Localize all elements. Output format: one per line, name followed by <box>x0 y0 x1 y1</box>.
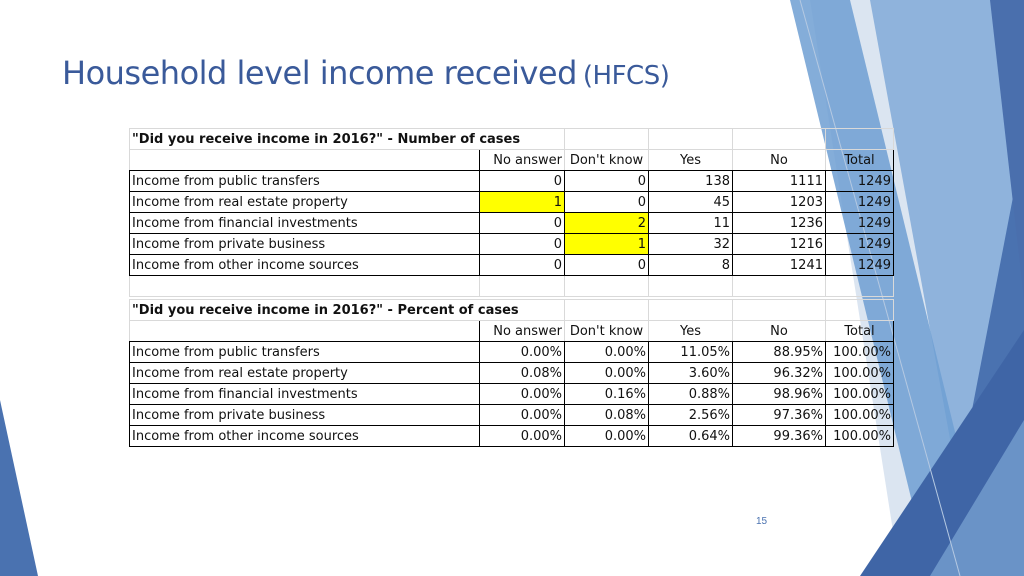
table-cell: 0.16% <box>565 384 649 405</box>
table-cell: 0 <box>480 255 565 276</box>
table-row <box>130 384 894 405</box>
row-label: Income from other income sources <box>130 426 480 447</box>
table-cell: 100.00% <box>826 384 894 405</box>
column-header: Don't know <box>565 321 649 342</box>
table-cell: 1249 <box>826 255 894 276</box>
highlighted-cell: 1 <box>565 234 649 255</box>
spacer-row <box>130 276 894 297</box>
column-header: No <box>733 321 826 342</box>
row-label: Income from financial investments <box>130 213 480 234</box>
table-cell: 45 <box>649 192 733 213</box>
page-number: 15 <box>756 516 768 527</box>
table-cell: 0.00% <box>565 426 649 447</box>
highlighted-cell: 2 <box>565 213 649 234</box>
title-text: Household level income received <box>62 54 577 92</box>
table-row <box>130 192 894 213</box>
table-cell: 100.00% <box>826 342 894 363</box>
table-cell: 0.00% <box>480 426 565 447</box>
table-row <box>130 426 894 447</box>
table-cell: 98.96% <box>733 384 826 405</box>
table-row <box>130 213 894 234</box>
table-cell: 0.64% <box>649 426 733 447</box>
highlighted-cell: 1 <box>480 192 565 213</box>
table-cell: 0.88% <box>649 384 733 405</box>
slide-title <box>62 54 669 92</box>
table-cell: 0.00% <box>565 342 649 363</box>
table-cell: 2.56% <box>649 405 733 426</box>
table-cell: 1241 <box>733 255 826 276</box>
row-label: Income from other income sources <box>130 255 480 276</box>
row-label: Income from financial investments <box>130 384 480 405</box>
column-header: Don't know <box>565 150 649 171</box>
row-label: Income from public transfers <box>130 171 480 192</box>
background-shape <box>0 400 38 576</box>
table-cell: 8 <box>649 255 733 276</box>
table-cell: 11 <box>649 213 733 234</box>
table-cell: 0 <box>565 255 649 276</box>
table-cell: 0.00% <box>480 342 565 363</box>
column-header-row <box>130 321 894 342</box>
column-header: Total <box>826 150 894 171</box>
table-cell: 1249 <box>826 234 894 255</box>
table-cell: 32 <box>649 234 733 255</box>
table-cell: 0 <box>480 171 565 192</box>
table-cell: 138 <box>649 171 733 192</box>
table-cell: 1249 <box>826 213 894 234</box>
table-cell: 0 <box>565 171 649 192</box>
table-row <box>130 171 894 192</box>
table-cell: 1236 <box>733 213 826 234</box>
cases-table-header: "Did you receive income in 2016?" - Number of cases <box>130 129 565 150</box>
table-cell: 0.00% <box>480 405 565 426</box>
column-header: No answer <box>480 150 565 171</box>
table-row <box>130 405 894 426</box>
table-row <box>130 255 894 276</box>
column-header-row <box>130 150 894 171</box>
table-cell: 96.32% <box>733 363 826 384</box>
percent-table <box>129 299 894 447</box>
row-label: Income from private business <box>130 234 480 255</box>
percent-table-header: "Did you receive income in 2016?" - Percent of cases <box>130 300 565 321</box>
column-header: No <box>733 150 826 171</box>
row-label: Income from real estate property <box>130 192 480 213</box>
table-cell: 0.08% <box>480 363 565 384</box>
table-cell: 97.36% <box>733 405 826 426</box>
column-header: Yes <box>649 321 733 342</box>
table-cell: 100.00% <box>826 426 894 447</box>
table-cell: 100.00% <box>826 363 894 384</box>
row-label: Income from private business <box>130 405 480 426</box>
table-cell: 0 <box>565 192 649 213</box>
column-header: Total <box>826 321 894 342</box>
row-label: Income from public transfers <box>130 342 480 363</box>
table-cell: 0.08% <box>565 405 649 426</box>
table-cell: 100.00% <box>826 405 894 426</box>
cases-table <box>129 128 894 297</box>
table-row <box>130 363 894 384</box>
table-cell: 0.00% <box>480 384 565 405</box>
table-cell: 0 <box>480 234 565 255</box>
table-cell: 1249 <box>826 192 894 213</box>
table-cell: 3.60% <box>649 363 733 384</box>
table-cell: 1216 <box>733 234 826 255</box>
table-cell: 0.00% <box>565 363 649 384</box>
table-cell: 1249 <box>826 171 894 192</box>
table-cell: 1111 <box>733 171 826 192</box>
table-cell: 0 <box>480 213 565 234</box>
table-cell: 88.95% <box>733 342 826 363</box>
title-suffix: (HFCS) <box>582 61 670 91</box>
table-cell: 11.05% <box>649 342 733 363</box>
table-row <box>130 234 894 255</box>
column-header: Yes <box>649 150 733 171</box>
column-header: No answer <box>480 321 565 342</box>
table-cell: 1203 <box>733 192 826 213</box>
row-label: Income from real estate property <box>130 363 480 384</box>
table-cell: 99.36% <box>733 426 826 447</box>
table-row <box>130 342 894 363</box>
